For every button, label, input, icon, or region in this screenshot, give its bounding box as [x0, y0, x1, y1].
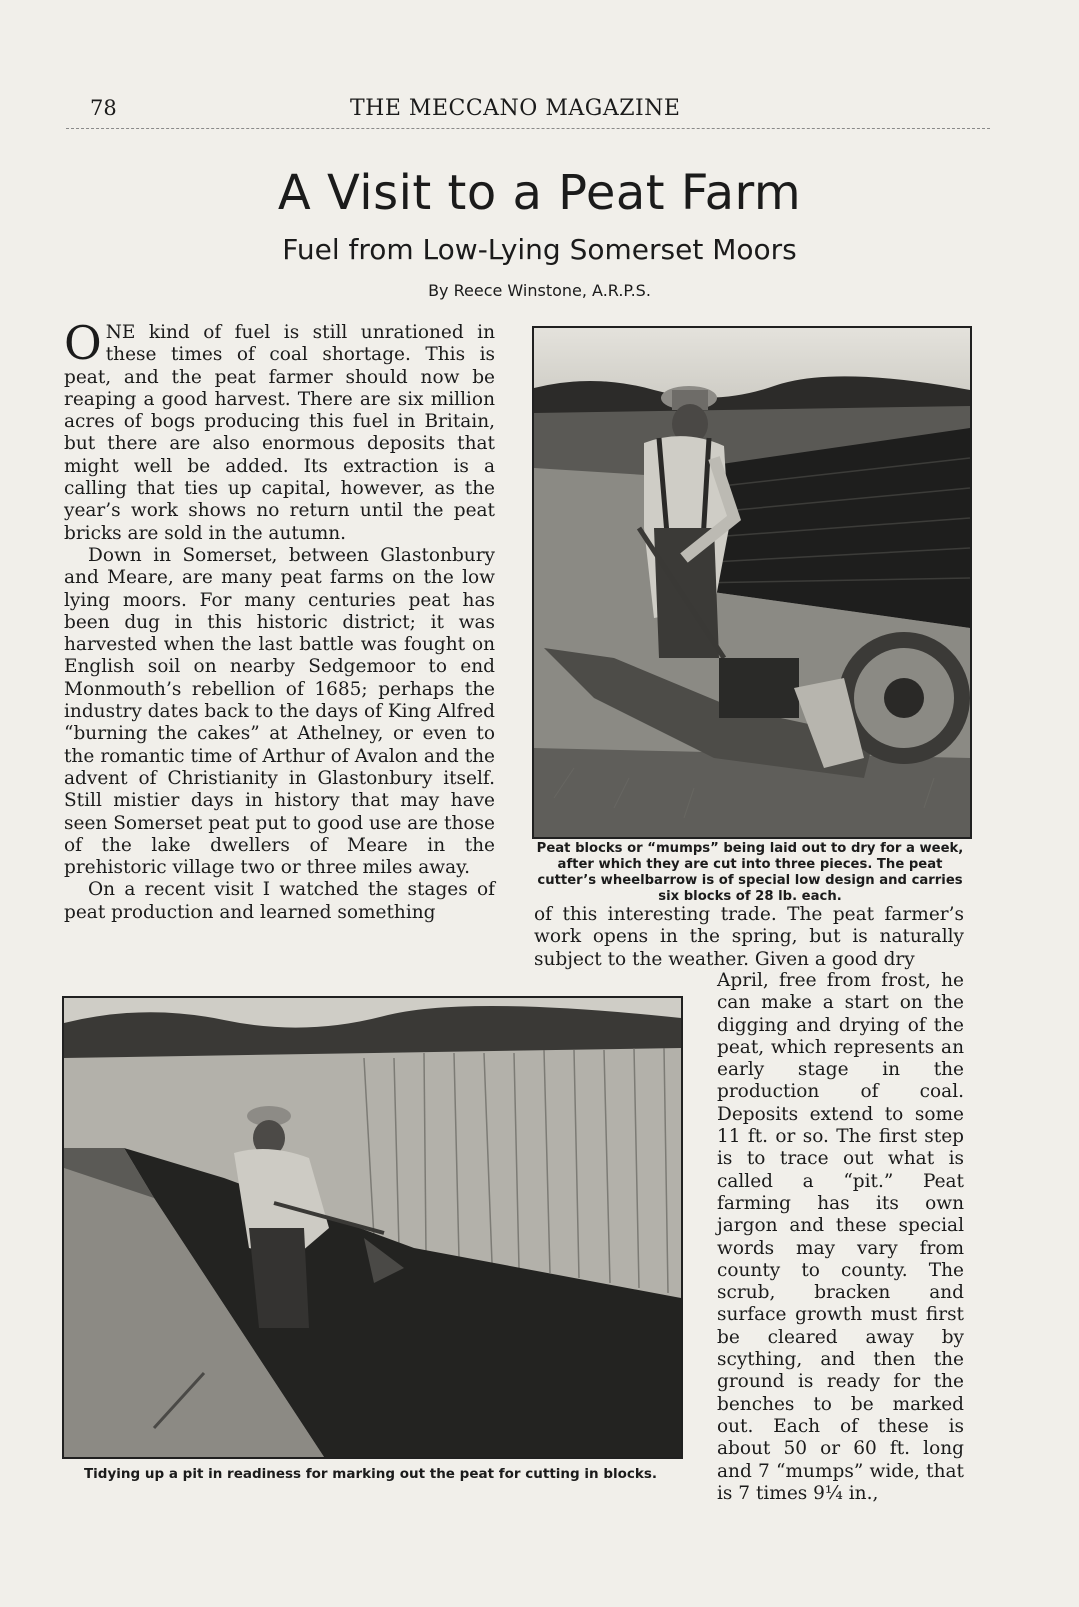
photo-tidying-pit-caption: Tidying up a pit in readiness for marking out the peat for cutting in blocks.: [83, 1466, 658, 1482]
magazine-title: THE MECCANO MAGAZINE: [350, 96, 681, 121]
photo-peat-blocks-caption: Peat blocks or “mumps” being laid out to dry for a week, after which they are cut into three pieces. The peat cutter’s wheelbarrow is of special low design and carries six blocks of 28 lb. each.: [536, 841, 964, 904]
photo-tidying-pit-image: [64, 998, 681, 1457]
header-rule: [66, 128, 990, 129]
article-subtitle: Fuel from Low-Lying Somerset Moors: [282, 233, 797, 266]
photo-tidying-pit: [62, 996, 683, 1459]
photo-peat-blocks: [532, 326, 972, 839]
photo-peat-blocks-image: [534, 328, 970, 837]
paragraph-3: On a recent visit I watched the stages of peat production and learned something: [64, 879, 495, 923]
article-byline: By Reece Winstone, A.R.P.S.: [428, 281, 651, 300]
paragraph-1-text: NE kind of fuel is still unrationed in these times of coal shortage. This is peat, and the peat farmer should now be reaping a good harvest. There are six million acres of bogs producing this fuel in Britain, but there are also enormous deposits that might well be added. Its extraction is a calling that ties up capital, however, as the year’s work shows no return until the peat bricks are sold in the autumn.: [64, 322, 495, 544]
page-number: 78: [90, 96, 117, 120]
narrow-column-text: April, free from frost, he can make a start on the digging and drying of the peat, which represents an early stage in the production of coal. Deposits extend to some 11 ft. or so. The first step is to trace out what is called a “pit.” Peat farming has its own jargon and these special words may vary from county to county. The scrub, bracken and surface growth must first be cleared away by scything, and then the ground is ready for the benches to be marked out. Each of these is about 50 or 60 ft. long and 7 “mumps” wide, that is 7 times 9¼ in.,: [717, 970, 964, 1504]
drop-cap: O: [64, 316, 102, 370]
narrow-column: [717, 970, 964, 1505]
paragraph-2: Down in Somerset, between Glastonbury and Meare, are many peat farms on the low lying moors. For many centuries peat has been dug in this historic district; it was harvested when the last battle was fought on English soil on nearby Sedgemoor to end Monmouth’s rebellion of 1685; perhaps the industry dates back to the days of King Alfred “burning the cakes” at Athelney, or even to the romantic time of Arthur of Avalon and the advent of Christianity in Glastonbury itself. Still mistier days in history that may have seen Somerset peat put to good use are those of the lake dwellers of Meare in the prehistoric village two or three miles away.: [64, 544, 495, 879]
article-title: A Visit to a Peat Farm: [277, 165, 802, 221]
paragraph-1: [64, 316, 495, 545]
right-column-text: of this interesting trade. The peat farmer’s work opens in the spring, but is naturally subject to the weather. Given a good dry: [534, 904, 964, 970]
left-column: [64, 316, 495, 924]
right-column: [534, 904, 964, 971]
